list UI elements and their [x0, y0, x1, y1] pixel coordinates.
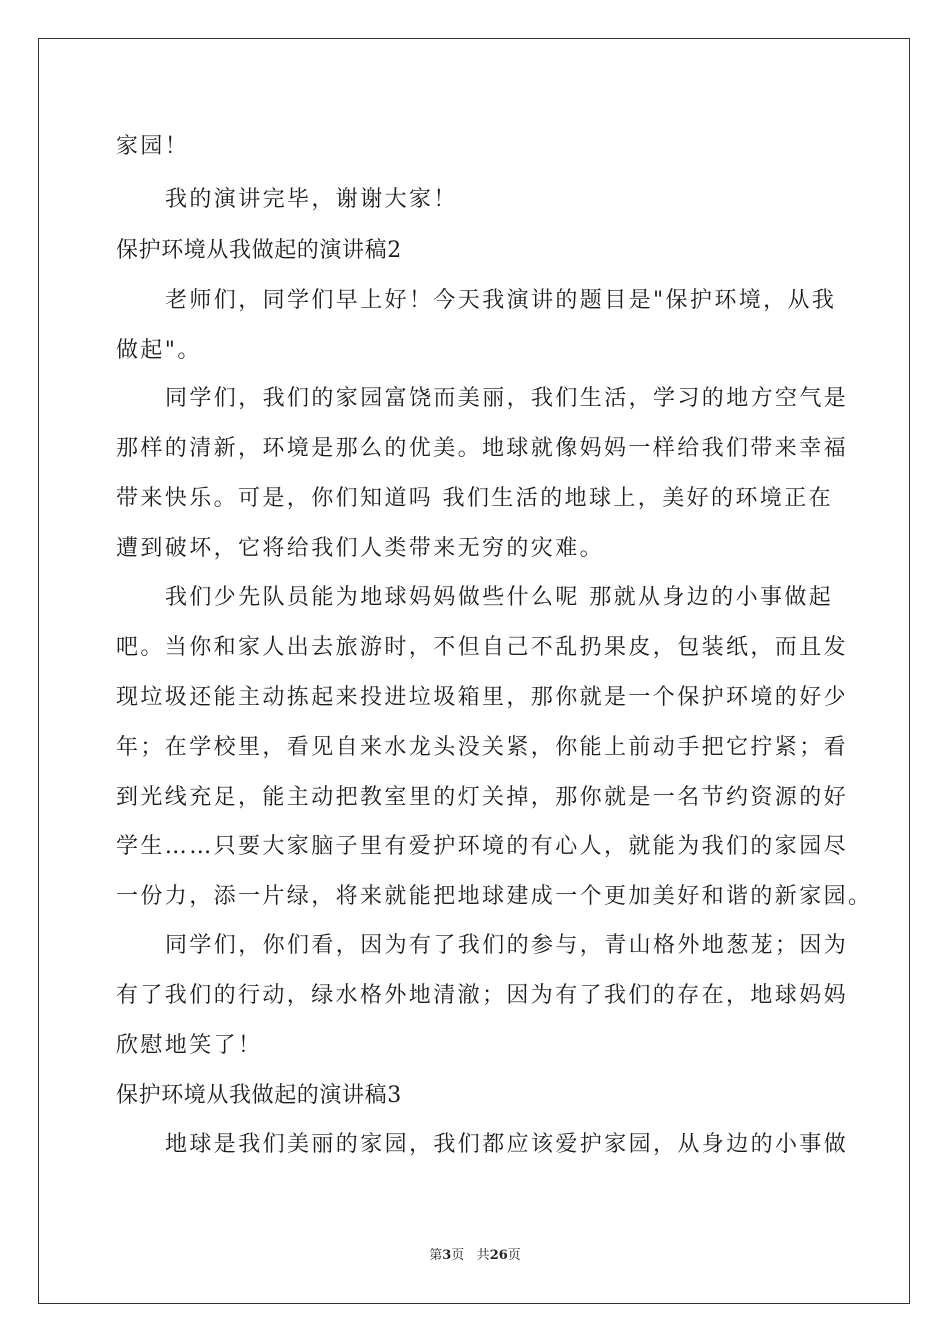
paragraph-line: 我们少先队员能为地球妈妈做些什么呢 那就从身边的小事做起: [165, 585, 834, 610]
paragraph-line: 同学们，你们看，因为有了我们的参与，青山格外地葱茏；因为: [165, 933, 849, 958]
section-heading: 保护环境从我做起的演讲稿2: [116, 238, 402, 263]
section-heading: 保护环境从我做起的演讲稿3: [116, 1083, 402, 1108]
paragraph-line: 有了我们的行动，绿水格外地清澈；因为有了我们的存在，地球妈妈: [116, 983, 849, 1008]
paragraph-line: 现垃圾还能主动拣起来投进垃圾箱里，那你就是一个保护环境的好少: [116, 685, 849, 710]
footer-page-number: 3: [442, 1248, 452, 1263]
paragraph-line: 遭到破坏，它将给我们人类带来无穷的灾难。: [116, 536, 605, 561]
paragraph-line: 老师们，同学们早上好！今天我演讲的题目是"保护环境，从我: [165, 288, 837, 313]
footer-total-prefix: 共: [476, 1248, 490, 1263]
paragraph-line: 一份力，添一片绿，将来就能把地球建成一个更加美好和谐的新家园。: [116, 884, 873, 909]
footer-page-suffix: 页: [451, 1248, 465, 1263]
paragraph-line: 吧。当你和家人出去旅游时，不但自己不乱扔果皮，包装纸，而且发: [116, 635, 849, 660]
paragraph-line: 那样的清新，环境是那么的优美。地球就像妈妈一样给我们带来幸福: [116, 436, 849, 461]
paragraph-line: 家园！: [116, 134, 190, 159]
paragraph-line: 到光线充足，能主动把教室里的灯关掉，那你就是一名节约资源的好: [116, 785, 849, 810]
footer-total-pages: 26: [489, 1248, 508, 1263]
paragraph-line: 同学们，我们的家园富饶而美丽，我们生活，学习的地方空气是: [165, 386, 849, 411]
page-footer: [0, 1247, 950, 1265]
paragraph-line: 欣慰地笑了！: [116, 1033, 263, 1058]
paragraph-line: 学生……只要大家脑子里有爱护环境的有心人，就能为我们的家园尽: [116, 834, 849, 859]
paragraph-line: 带来快乐。可是，你们知道吗 我们生活的地球上，美好的环境正在: [116, 486, 833, 511]
paragraph-line: 做起"。: [116, 338, 202, 363]
page-border: [38, 38, 910, 1304]
paragraph-line: 地球是我们美丽的家园，我们都应该爱护家园，从身边的小事做: [165, 1132, 849, 1157]
footer-total-suffix: 页: [507, 1248, 521, 1263]
paragraph-line: 我的演讲完毕，谢谢大家！: [165, 187, 458, 212]
paragraph-line: 年；在学校里，看见自来水龙头没关紧，你能上前动手把它拧紧；看: [116, 735, 849, 760]
footer-page-prefix: 第: [429, 1248, 443, 1263]
